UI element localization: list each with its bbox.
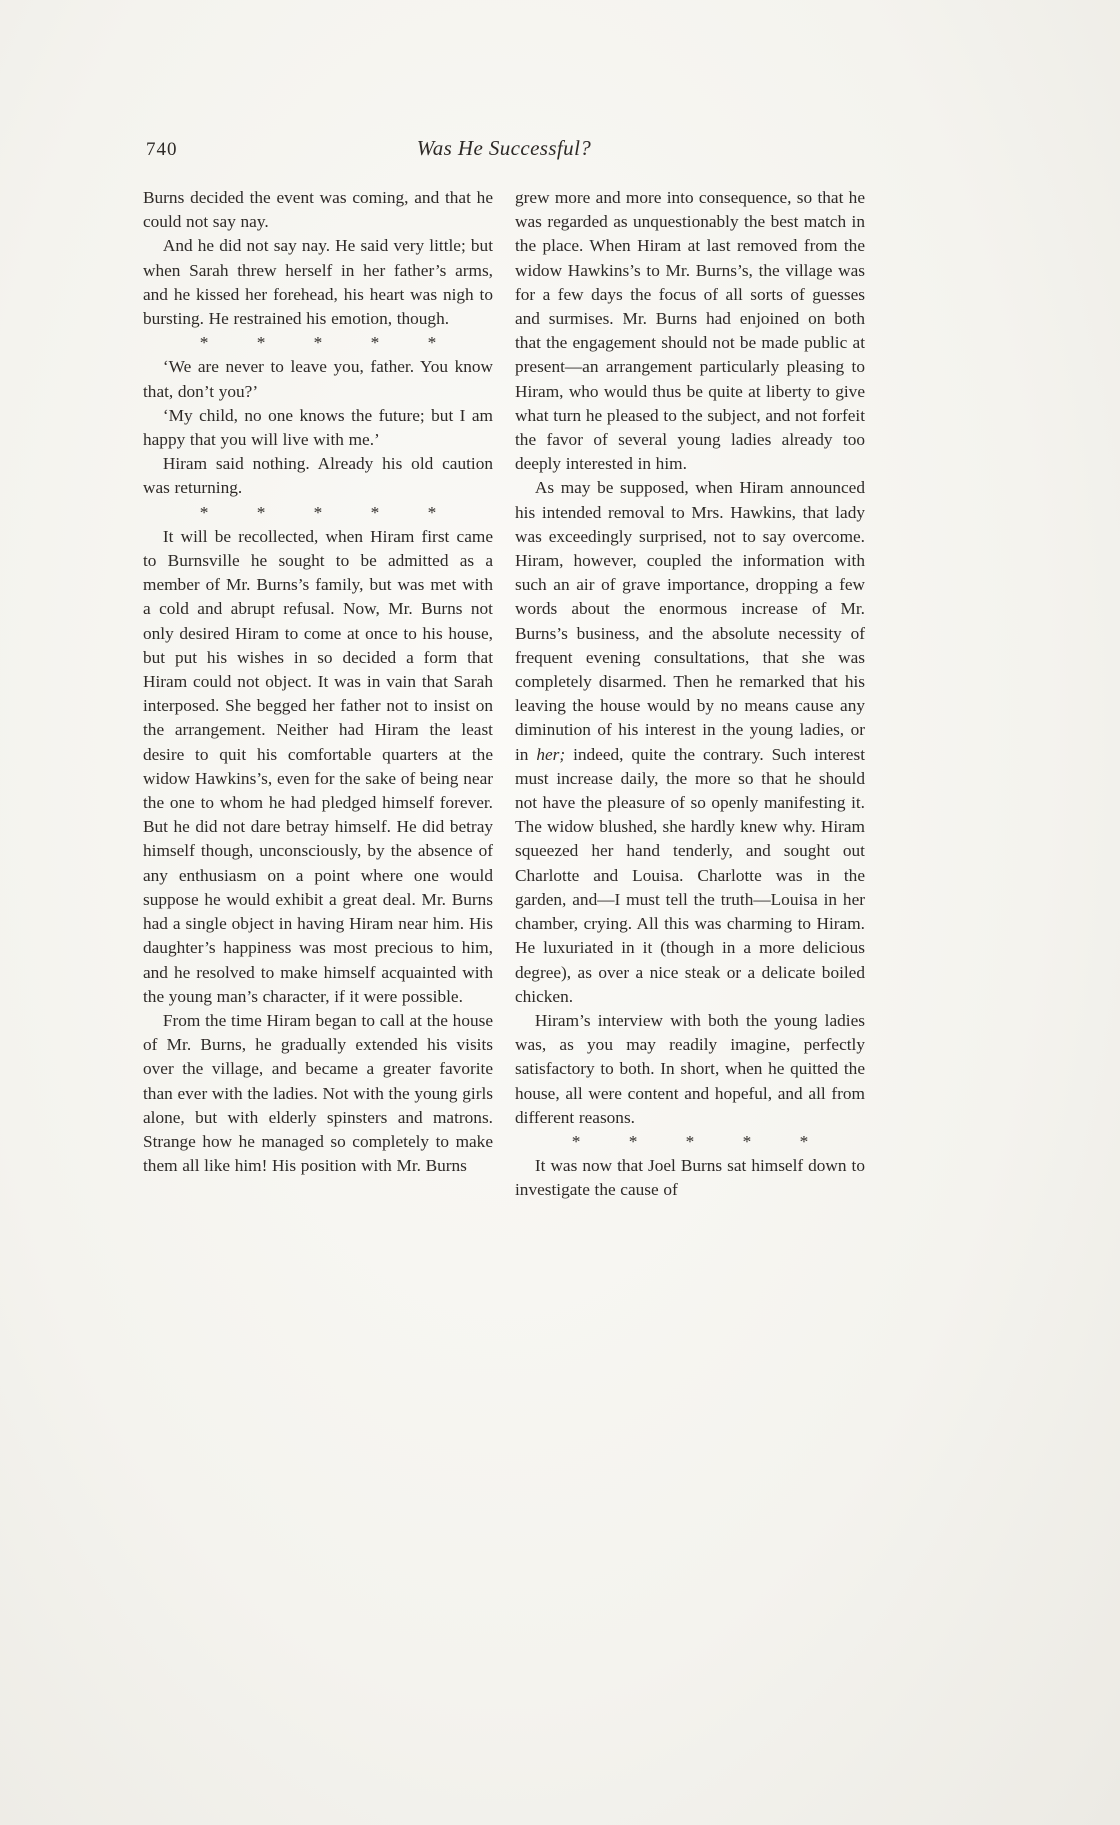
section-break-stars: * * * * *: [199, 502, 437, 522]
body-text: As may be supposed, when Hiram announced his intended removal to Mrs. Hawkins, that lady was exceedingly surprised, not to say overcome. Hiram, however, coupled the information with such an air of grave importance, dropping a few words about the enormous increase of Mr. Burns’s business, and the absolute necessity of frequent evening consultations, that she was completely disarmed. Then he remarked that his leaving the house would by no means cause any diminution of his interest in the young ladies, or in: [515, 478, 865, 764]
body-text: grew more and more into consequence, so that he was regarded as unquestionably the best match in the place. When Hiram at last removed from the widow Hawkins’s to Mr. Burns’s, the village was for a few days the focus of all sorts of guesses and surmises. Mr. Burns had enjoined on both that the engagement should not be made public at present—an arrangement particularly pleasing to Hiram, who would thus be quite at liberty to give what turn he pleased to the subject, and not forfeit the favor of several young ladies already too deeply interested in him.: [515, 188, 865, 474]
body-text: It was now that Joel Burns sat himself down to investigate the cause of: [515, 1156, 865, 1200]
body-text: Hiram’s interview with both the young ladies was, as you may readily imagine, perfectly satisfactory to both. In short, when he quitted the house, all were content and hopeful, and all from different reasons.: [515, 1010, 865, 1127]
paragraph: [143, 525, 493, 1009]
body-text: And he did not say nay. He said very little; but when Sarah threw herself in her father’s arms, and he kissed her forehead, his heart was nigh to bursting. He restrained his emotion, though.: [143, 236, 493, 329]
body-text: ‘We are never to leave you, father. You know that, don’t you?’: [143, 357, 493, 401]
body-text: Burns decided the event was coming, and that he could not say nay.: [143, 188, 493, 232]
body-text: Hiram said nothing. Already his old caution was returning.: [143, 454, 493, 498]
paragraph: [143, 452, 493, 500]
body-text: It will be recollected, when Hiram first came to Burnsville he sought to be admitted as a member of Mr. Burns’s family, but was met with a cold and abrupt refusal. Now, Mr. Burns not only desired Hiram to come at once to his house, but put his wishes in so decided a form that Hiram could not object. It was in vain that Sarah interposed. She begged her father not to insist on the arrangement. Neither had Hiram the least desire to quit his comfortable quarters at the widow Hawkins’s, even for the sake of being near the one to whom he had pledged himself forever. But he did not dare betray himself. He did betray himself though, unconsciously, by the absence of any enthusiasm on a point where one would suppose he would exhibit a great deal. Mr. Burns had a single object in having Hiram near him. His daughter’s happiness was most precious to him, and he resolved to make himself acquainted with the young man’s character, if it were possible.: [143, 526, 493, 1006]
page-content: [143, 134, 865, 1203]
paragraph: [515, 186, 865, 476]
page-number: 740: [146, 139, 178, 160]
column-right: [515, 186, 865, 1203]
paragraph: [515, 1154, 865, 1202]
paragraph: [143, 186, 493, 234]
running-header: [143, 134, 865, 170]
text-columns: [143, 186, 865, 1203]
body-text: From the time Hiram began to call at the house of Mr. Burns, he gradually extended his visits over the village, and became a greater favorite than ever with the ladies. Not with the young girls alone, but with elderly spinsters and matrons. Strange how he managed so completely to make them all like him! His position with Mr. Burns: [143, 1010, 493, 1176]
paragraph: [515, 476, 865, 1008]
paragraph: [143, 1009, 493, 1178]
paragraph: [143, 355, 493, 403]
page-title: Was He Successful?: [416, 136, 592, 160]
paragraph: [143, 404, 493, 452]
paragraph: [515, 1009, 865, 1130]
section-break-stars: * * * * *: [199, 333, 437, 353]
column-left: [143, 186, 493, 1203]
paragraph: [143, 234, 493, 331]
body-text: indeed, quite the contrary. Such interest must increase daily, the more so that he should not have the pleasure of so openly manifesting it. The widow blushed, she hardly knew why. Hiram squeezed her hand tenderly, and sought out Charlotte and Louisa. Charlotte was in the garden, and—I must tell the truth—Louisa in her chamber, crying. All this was charming to Hiram. He luxuriated in it (though in a more delicious degree), as over a nice steak or a delicate boiled chicken.: [515, 744, 865, 1006]
italic-text: her;: [536, 744, 566, 764]
section-break-stars: * * * * *: [571, 1131, 809, 1151]
body-text: ‘My child, no one knows the future; but I am happy that you will live with me.’: [143, 405, 493, 450]
